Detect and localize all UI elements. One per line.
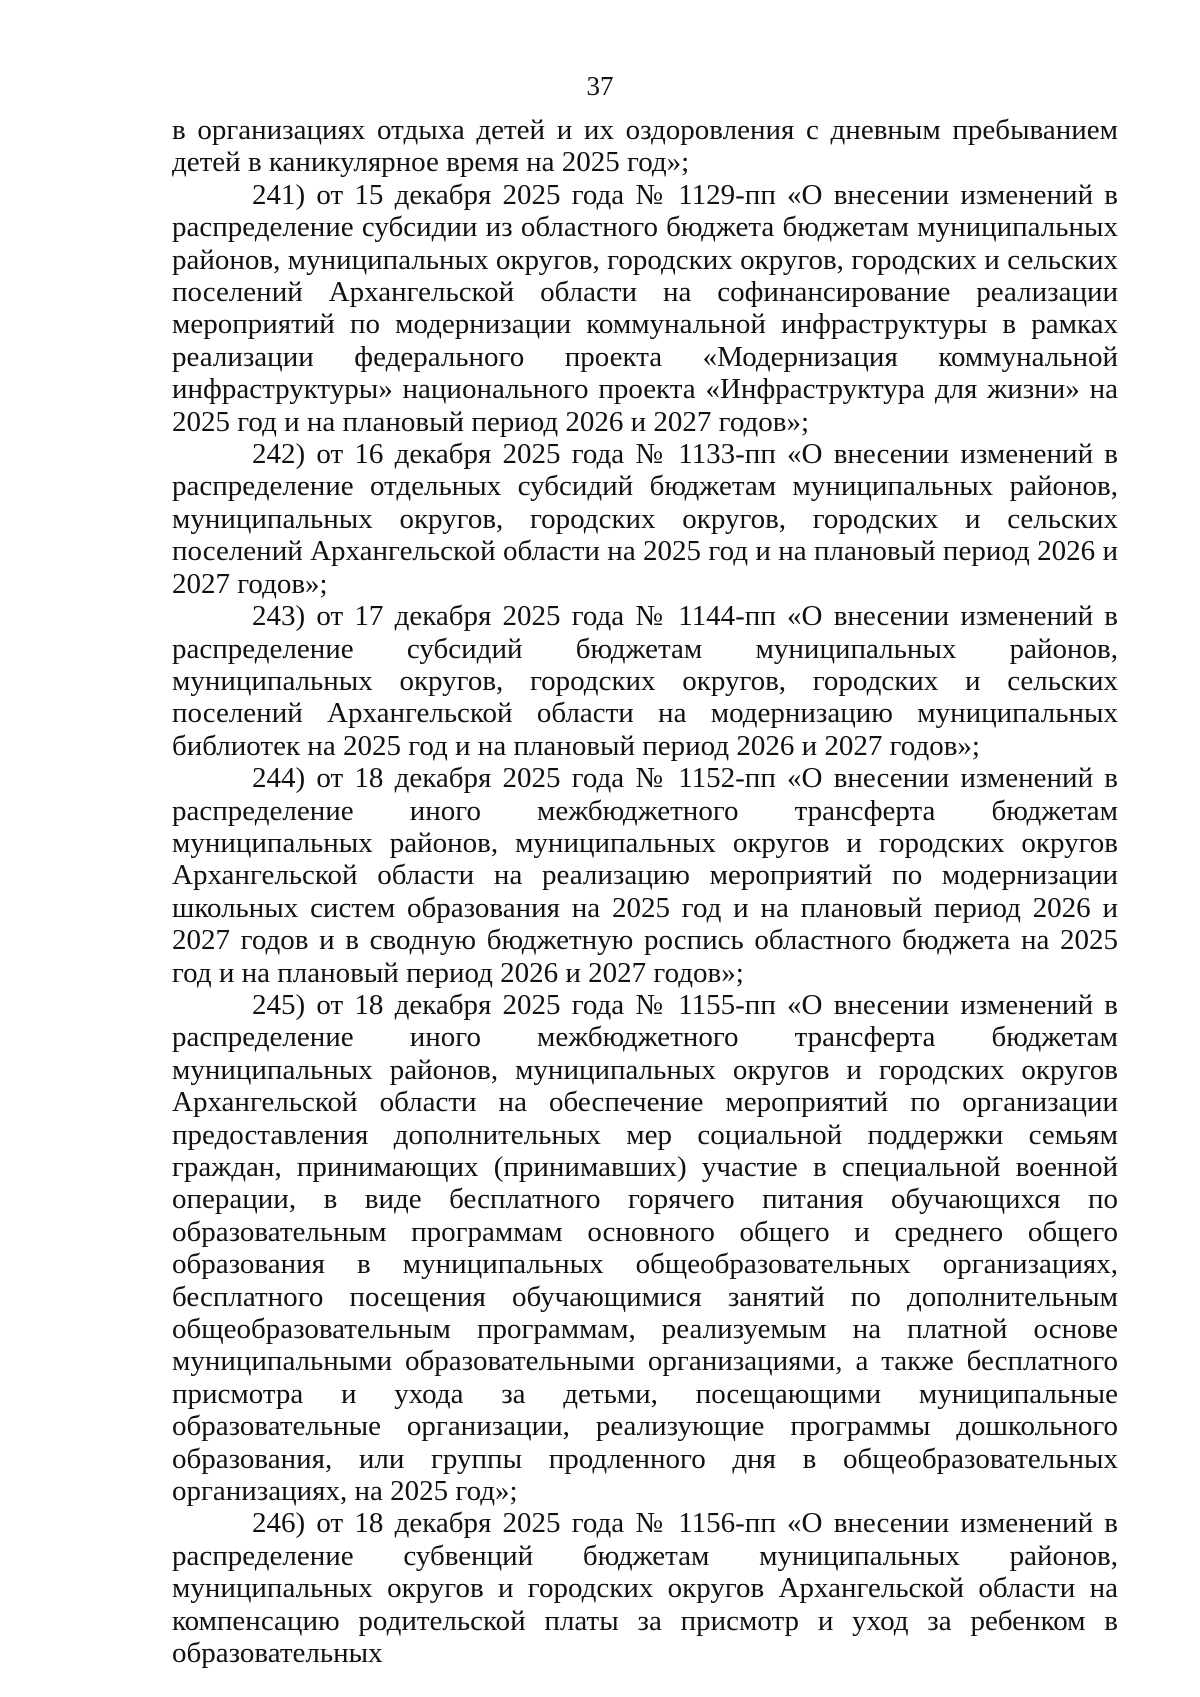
paragraph-continuation: в организациях отдыха детей и их оздоровления с дневным пребыванием детей в каникулярное время на 2025 год»; — [172, 114, 1118, 179]
list-item-246: 246) от 18 декабря 2025 года № 1156-пп «О внесении изменений в распределение субвенций бюджетам муниципальных районов, муниципальных округов и городских округов Архангельской области на компенсацию родительской платы за присмотр и уход за ребенком в образовательных — [172, 1507, 1118, 1670]
list-item-241: 241) от 15 декабря 2025 года № 1129-пп «О внесении изменений в распределение субсидии из областного бюджета бюджетам муниципальных районов, муниципальных округов, городских округов, городских и сельских поселений Архангельской области на софинансирование реализации мероприятий по модернизации коммунальной инфраструктуры в рамках реализации федерального проекта «Модернизация коммунальной инфраструктуры» национального проекта «Инфраструктура для жизни» на 2025 год и на плановый период 2026 и 2027 годов»; — [172, 178, 1118, 438]
list-item-245: 245) от 18 декабря 2025 года № 1155-пп «О внесении изменений в распределение иного межбюджетного трансферта бюджетам муниципальных районов, муниципальных округов и городских округов Архангельской области на обеспечение мероприятий по организации предоставления дополнительных мер социальной поддержки семьям граждан, принимающих (принимавших) участие в специальной военной операции, в виде бесплатного горячего питания обучающихся по образовательным программам основного общего и среднего общего образования в муниципальных общеобразовательных организациях, бесплатного посещения обучающимися занятий по дополнительным общеобразовательным программам, реализуемым на платной основе муниципальными образовательными организациями, а также бесплатного присмотра и ухода за детьми, посещающими муниципальные образовательные организации, реализующие программы дошкольного образования, или группы продленного дня в общеобразовательных организациях, на 2025 год»; — [172, 988, 1118, 1508]
page-number: 37 — [586, 71, 614, 101]
document-body — [172, 114, 1118, 1670]
list-item-244: 244) от 18 декабря 2025 года № 1152-пп «О внесении изменений в распределение иного межбюджетного трансферта бюджетам муниципальных районов, муниципальных округов и городских округов Архангельской области на реализацию мероприятий по модернизации школьных систем образования на 2025 год и на плановый период 2026 и 2027 годов и в сводную бюджетную роспись областного бюджета на 2025 год и на плановый период 2026 и 2027 годов»; — [172, 762, 1118, 989]
list-item-242: 242) от 16 декабря 2025 года № 1133-пп «О внесении изменений в распределение отдельных субсидий бюджетам муниципальных районов, муниципальных округов, городских округов, городских и сельских поселений Архангельской области на 2025 год и на плановый период 2026 и 2027 годов»; — [172, 438, 1118, 600]
list-item-243: 243) от 17 декабря 2025 года № 1144-пп «О внесении изменений в распределение субсидий бюджетам муниципальных районов, муниципальных округов, городских округов, городских и сельских поселений Архангельской области на модернизацию муниципальных библиотек на 2025 год и на плановый период 2026 и 2027 годов»; — [172, 600, 1118, 762]
